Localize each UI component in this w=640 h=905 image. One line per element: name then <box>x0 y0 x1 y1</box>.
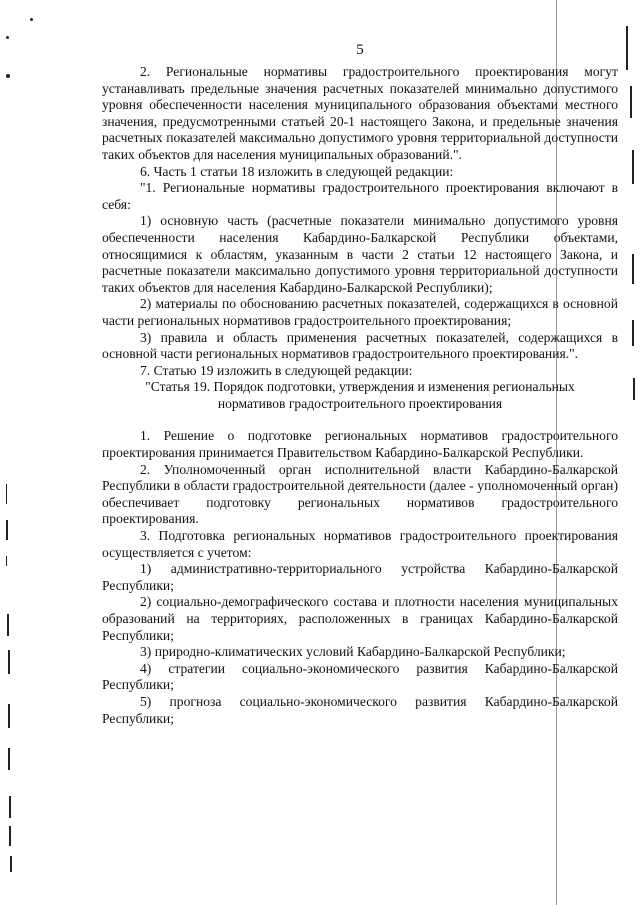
paragraph: 7. Статью 19 изложить в следующей редакции: <box>140 362 413 378</box>
scan-edge-mark <box>632 150 634 184</box>
scan-edge-mark <box>6 556 7 566</box>
scan-speck <box>6 74 10 78</box>
scan-edge-mark <box>9 826 11 846</box>
scan-edge-mark <box>8 650 10 674</box>
scan-edge-mark <box>6 484 7 504</box>
scan-edge-mark <box>632 254 634 284</box>
paragraph: 3) правила и область применения расчетных показателей, содержащихся в основной части региональных нормативов градостроительного проектирования.". <box>102 329 618 362</box>
scan-edge-mark <box>9 796 11 818</box>
paragraph: "1. Региональные нормативы градостроительного проектирования включают в себя: <box>102 180 618 212</box>
scan-edge-mark <box>632 320 634 346</box>
paragraph: 2. Уполномоченный орган исполнительной власти Кабардино-Балкарской Республики в области градостроительной деятельности (далее - уполномоченный орган) обеспечивает подготовку региональных нормативов градостроительного проектирования. <box>102 461 618 527</box>
scan-edge-mark <box>8 704 10 728</box>
article-heading: "Статья 19. Порядок подготовки, утверждения и изменения региональных нормативов градостроительного проектирования <box>145 379 575 411</box>
scan-edge-mark <box>10 856 12 872</box>
scan-speck <box>6 36 9 39</box>
document-body <box>102 64 618 727</box>
paragraph: 4) стратегии социально-экономического развития Кабардино-Балкарской Республики; <box>102 660 618 693</box>
paragraph: 3) природно-климатических условий Кабардино-Балкарской Республики; <box>140 644 566 660</box>
paragraph: 5) прогноза социально-экономического развития Кабардино-Балкарской Республики; <box>102 693 618 726</box>
paragraph: 1) административно-территориального устройства Кабардино-Балкарской Республики; <box>102 561 618 593</box>
page-number: 5 <box>356 42 364 58</box>
paragraph: 1) основную часть (расчетные показатели минимально допустимого уровня обеспеченности населения Кабардино-Балкарской Республики объектами, относящимися к областям, указанным в части 2 статьи 12 настоящего Закона, и расчетные показатели максимально допустимого уровня территориальной доступности таких объектов для населения Кабардино-Балкарской Республики); <box>102 213 618 295</box>
paragraph: 1. Решение о подготовке региональных нормативов градостроительного проектирования принимается Правительством Кабардино-Балкарской Республики. <box>102 428 618 461</box>
paragraph: 6. Часть 1 статьи 18 изложить в следующей редакции: <box>140 163 454 179</box>
paragraph: 3. Подготовка региональных нормативов градостроительного проектирования осуществляется с учетом: <box>102 528 618 560</box>
scan-edge-mark <box>630 86 632 118</box>
scan-edge-mark <box>633 378 635 400</box>
scan-speck <box>30 18 33 21</box>
paragraph: 2. Региональные нормативы градостроительного проектирования могут устанавливать предельные значения расчетных показателей минимально допустимого уровня обеспеченности населения муниципального образования объектами местного значения, предусмотренными статьей 20-1 настоящего Закона, и предельные значения расчетных показателей максимально допустимого уровня территориальной доступности таких объектов для населения муниципальных образований.". <box>102 64 618 162</box>
scan-edge-mark <box>8 748 10 770</box>
scan-edge-mark <box>7 614 9 636</box>
paragraph: 2) материалы по обоснованию расчетных показателей, содержащихся в основной части региональных нормативов градостроительного проектирования; <box>102 296 618 328</box>
paragraph: 2) социально-демографического состава и плотности населения муниципальных образований на территориях, расположенных в границах Кабардино-Балкарской Республики; <box>102 594 618 643</box>
scan-edge-mark <box>6 520 8 540</box>
